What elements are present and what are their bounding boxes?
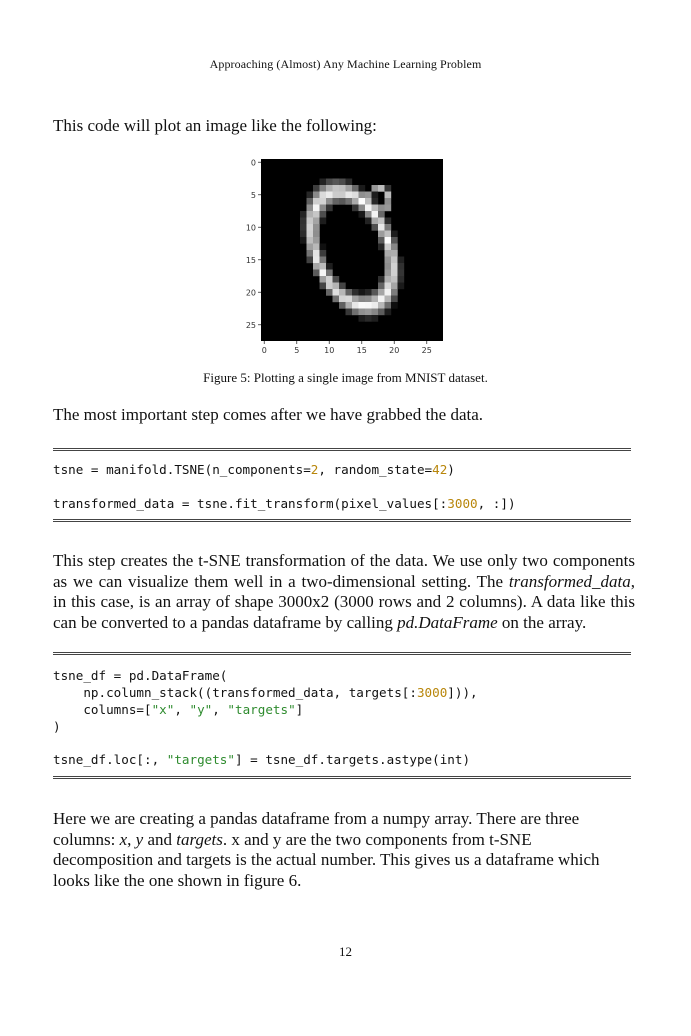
code-token: , [174,702,190,717]
x-axis [262,341,432,355]
figure-caption: Figure 5: Plotting a single image from MNIST dataset. [203,370,488,385]
image-pixel [313,198,320,205]
image-pixel [359,205,366,212]
x-tick-label: 10 [324,346,335,355]
image-pixel [339,296,346,303]
image-pixel [391,289,398,296]
code-string: "x" [151,702,175,717]
y-tick-label: 10 [245,223,256,233]
x-tick-label: 5 [294,346,300,355]
code-token: , [212,702,228,717]
image-pixel [385,276,392,283]
image-pixel [320,244,327,251]
image-pixel [391,283,398,290]
image-pixel [326,185,333,192]
image-pixel [307,224,314,231]
image-pixel [378,296,385,303]
text-run: Here we are creating a pandas dataframe from a numpy array. There are three columns: [53,809,580,849]
image-pixel [385,237,392,244]
image-pixel [378,302,385,309]
image-pixel [320,257,327,264]
image-pixel [378,185,385,192]
image-pixel [333,198,340,205]
image-pixel [346,309,353,316]
image-pixel [307,237,314,244]
image-pixel [333,296,340,303]
image-pixel [391,302,398,309]
y-tick-label: 25 [245,320,256,330]
text-run: This step creates the t-SNE transformation of the data. We use only two components as we can visualize them well in a two-dimensional setting. The [53,551,635,591]
image-pixel [378,224,385,231]
image-pixel [372,224,379,231]
text-run-italic: transformed_data [508,571,631,591]
mnist-figure [240,155,450,365]
image-pixel [313,231,320,238]
image-pixel [320,283,327,290]
image-pixel [307,231,314,238]
image-pixel [385,296,392,303]
code-string: "targets" [227,702,296,717]
text-run: , in this case, is an array of shape 3000x2 (3000 rows and 2 columns). A data like this can be converted to a pandas dataframe by calling [53,571,635,632]
image-pixel [333,276,340,283]
tsne-paragraph [53,551,635,633]
image-pixel [372,192,379,199]
code-number: 2 [310,462,319,477]
image-pixel [307,192,314,199]
image-pixel [372,185,379,192]
image-pixel [385,250,392,257]
image-pixel [372,315,379,322]
code-block-dataframe [53,652,631,779]
image-pixel [352,192,359,199]
image-pixel [326,289,333,296]
y-tick-label: 15 [245,255,256,265]
image-pixel [300,231,307,238]
image-pixel [326,205,333,212]
digit-image [261,159,443,341]
image-pixel [339,283,346,290]
image-pixel [307,205,314,212]
text-run-italic: pd.DataFrame [397,612,498,632]
image-pixel [385,302,392,309]
image-pixel [307,250,314,257]
code-token: ] [295,702,304,717]
image-pixel [307,218,314,225]
image-pixel [365,289,372,296]
image-pixel [365,296,372,303]
image-pixel [333,185,340,192]
text-run: , [127,829,136,849]
code-line [53,702,303,717]
image-pixel [320,270,327,277]
image-pixel [398,283,405,290]
image-pixel [326,270,333,277]
image-pixel [346,296,353,303]
image-pixel [391,296,398,303]
image-pixel [372,218,379,225]
image-pixel [320,250,327,257]
image-pixel [346,289,353,296]
image-pixel [313,205,320,212]
image-pixel [307,257,314,264]
image-pixel [365,218,372,225]
image-pixel [346,198,353,205]
image-pixel [320,218,327,225]
image-pixel [365,315,372,322]
image-pixel [313,257,320,264]
text-run: and [143,829,177,849]
image-pixel [333,179,340,186]
image-pixel [352,309,359,316]
code-number: 3000 [447,496,478,511]
image-pixel [365,192,372,199]
image-pixel [365,302,372,309]
image-pixel [391,270,398,277]
image-pixel [385,244,392,251]
image-pixel [372,205,379,212]
image-pixel [385,309,392,316]
image-pixel [372,309,379,316]
image-pixel [352,296,359,303]
image-pixel [313,185,320,192]
image-pixel [378,276,385,283]
image-pixel [339,302,346,309]
image-pixel [300,211,307,218]
intro-paragraph: This code will plot an image like the following: [53,116,377,135]
code-string: "targets" [166,752,235,767]
code-token: tsne = manifold.TSNE(n_components= [53,462,311,477]
image-pixel [339,185,346,192]
code-block-tsne [53,448,631,522]
mnist-plot [240,155,450,365]
code-line [53,496,516,511]
image-pixel [300,224,307,231]
image-pixel [378,309,385,316]
image-pixel [385,205,392,212]
code-token: ] = tsne_df.targets.astype(int) [234,752,471,767]
image-pixel [346,302,353,309]
code-line [53,462,455,477]
image-pixel [372,289,379,296]
image-pixel [378,289,385,296]
image-pixel [320,205,327,212]
image-pixel [391,237,398,244]
image-pixel [339,179,346,186]
image-pixel [313,270,320,277]
image-pixel [385,185,392,192]
image-pixel [359,315,366,322]
text-run: on the array. [497,612,587,632]
image-pixel [385,263,392,270]
image-pixel [320,198,327,205]
code-number: 3000 [416,685,448,700]
image-pixel [320,276,327,283]
image-pixel [339,198,346,205]
image-pixel [313,218,320,225]
image-pixel [391,276,398,283]
image-pixel [378,231,385,238]
image-pixel [352,302,359,309]
image-pixel [359,289,366,296]
code-token: ) [447,462,455,477]
y-tick-label: 5 [250,190,256,200]
image-pixel [385,270,392,277]
y-tick-label: 0 [250,158,256,168]
x-tick-label: 0 [261,346,267,355]
image-pixel [398,276,405,283]
image-pixel [300,218,307,225]
code-line [53,752,470,767]
image-pixel [391,231,398,238]
code-token: , random_state= [318,462,433,477]
image-pixel [385,283,392,290]
image-pixel [326,192,333,199]
image-pixel [372,296,379,303]
text-run-italic: targets [176,829,223,849]
image-pixel [307,211,314,218]
code-line: tsne_df = pd.DataFrame( [53,668,228,683]
image-pixel [313,192,320,199]
image-pixel [313,211,320,218]
image-pixel [359,198,366,205]
image-pixel [385,224,392,231]
image-pixel [359,192,366,199]
code-token: transformed_data = tsne.fit_transform(pixel_values[: [53,496,448,511]
text-run: . x and y are the two components from t-SNE decomposition and targets is the actual number. This gives us a dataframe which looks like the one shown in figure 6. [53,829,600,890]
image-pixel [359,309,366,316]
text-run-italic: y [135,829,144,849]
x-tick-label: 15 [356,346,367,355]
image-pixel [346,179,353,186]
image-pixel [391,263,398,270]
image-pixel [313,244,320,251]
image-pixel [385,257,392,264]
image-pixel [320,263,327,270]
code-token: ])), [447,685,478,700]
page-number: 12 [339,944,352,959]
image-pixel [385,192,392,199]
image-pixel [326,198,333,205]
image-pixel [346,185,353,192]
image-pixel [372,198,379,205]
image-pixel [352,185,359,192]
image-pixel [398,270,405,277]
image-pixel [378,205,385,212]
x-tick-label: 25 [421,346,432,355]
code-line: ) [53,719,61,734]
code-string: "y" [189,702,213,717]
image-pixel [359,185,366,192]
code-token: , :]) [477,496,516,511]
image-pixel [385,218,392,225]
image-pixel [352,289,359,296]
final-paragraph [53,809,635,891]
image-pixel [365,198,372,205]
image-pixel [326,263,333,270]
image-pixel [333,289,340,296]
image-pixel [320,211,327,218]
image-pixel [372,211,379,218]
image-pixel [391,257,398,264]
image-pixel [378,211,385,218]
image-pixel [365,211,372,218]
image-pixel [385,231,392,238]
image-pixel [378,244,385,251]
image-pixel [359,302,366,309]
image-pixel [339,192,346,199]
image-pixel [307,244,314,251]
code-line [53,685,478,700]
code-token: tsne_df.loc[:, [53,752,167,767]
image-pixel [320,179,327,186]
image-pixel [378,237,385,244]
x-tick-label: 20 [389,346,400,355]
image-pixel [346,192,353,199]
image-pixel [313,224,320,231]
code-number: 42 [432,462,448,477]
y-tick-label: 20 [245,288,256,298]
image-pixel [326,276,333,283]
image-pixel [378,283,385,290]
image-pixel [300,237,307,244]
image-pixel [365,309,372,316]
image-pixel [378,218,385,225]
image-pixel [398,263,405,270]
image-pixel [365,205,372,212]
image-pixel [320,185,327,192]
image-pixel [352,198,359,205]
code-token: np.column_stack((transformed_data, targets[: [53,685,417,700]
image-pixel [326,179,333,186]
image-pixel [333,192,340,199]
image-pixel [359,211,366,218]
running-header: Approaching (Almost) Any Machine Learning Problem [209,57,482,71]
image-pixel [391,250,398,257]
image-pixel [333,283,340,290]
image-pixel [398,257,405,264]
image-pixel [359,296,366,303]
image-pixel [307,198,314,205]
image-pixel [352,205,359,212]
image-pixel [385,289,392,296]
image-pixel [313,250,320,257]
code-token: columns=[ [53,702,152,717]
y-axis [246,158,261,330]
image-pixel [320,192,327,199]
image-pixel [339,289,346,296]
image-pixel [326,283,333,290]
image-pixel [385,198,392,205]
image-pixel [372,302,379,309]
text-run-italic: x [119,829,128,849]
image-pixel [391,244,398,251]
image-pixel [313,263,320,270]
important-step-paragraph: The most important step comes after we have grabbed the data. [53,405,484,424]
image-pixel [313,237,320,244]
